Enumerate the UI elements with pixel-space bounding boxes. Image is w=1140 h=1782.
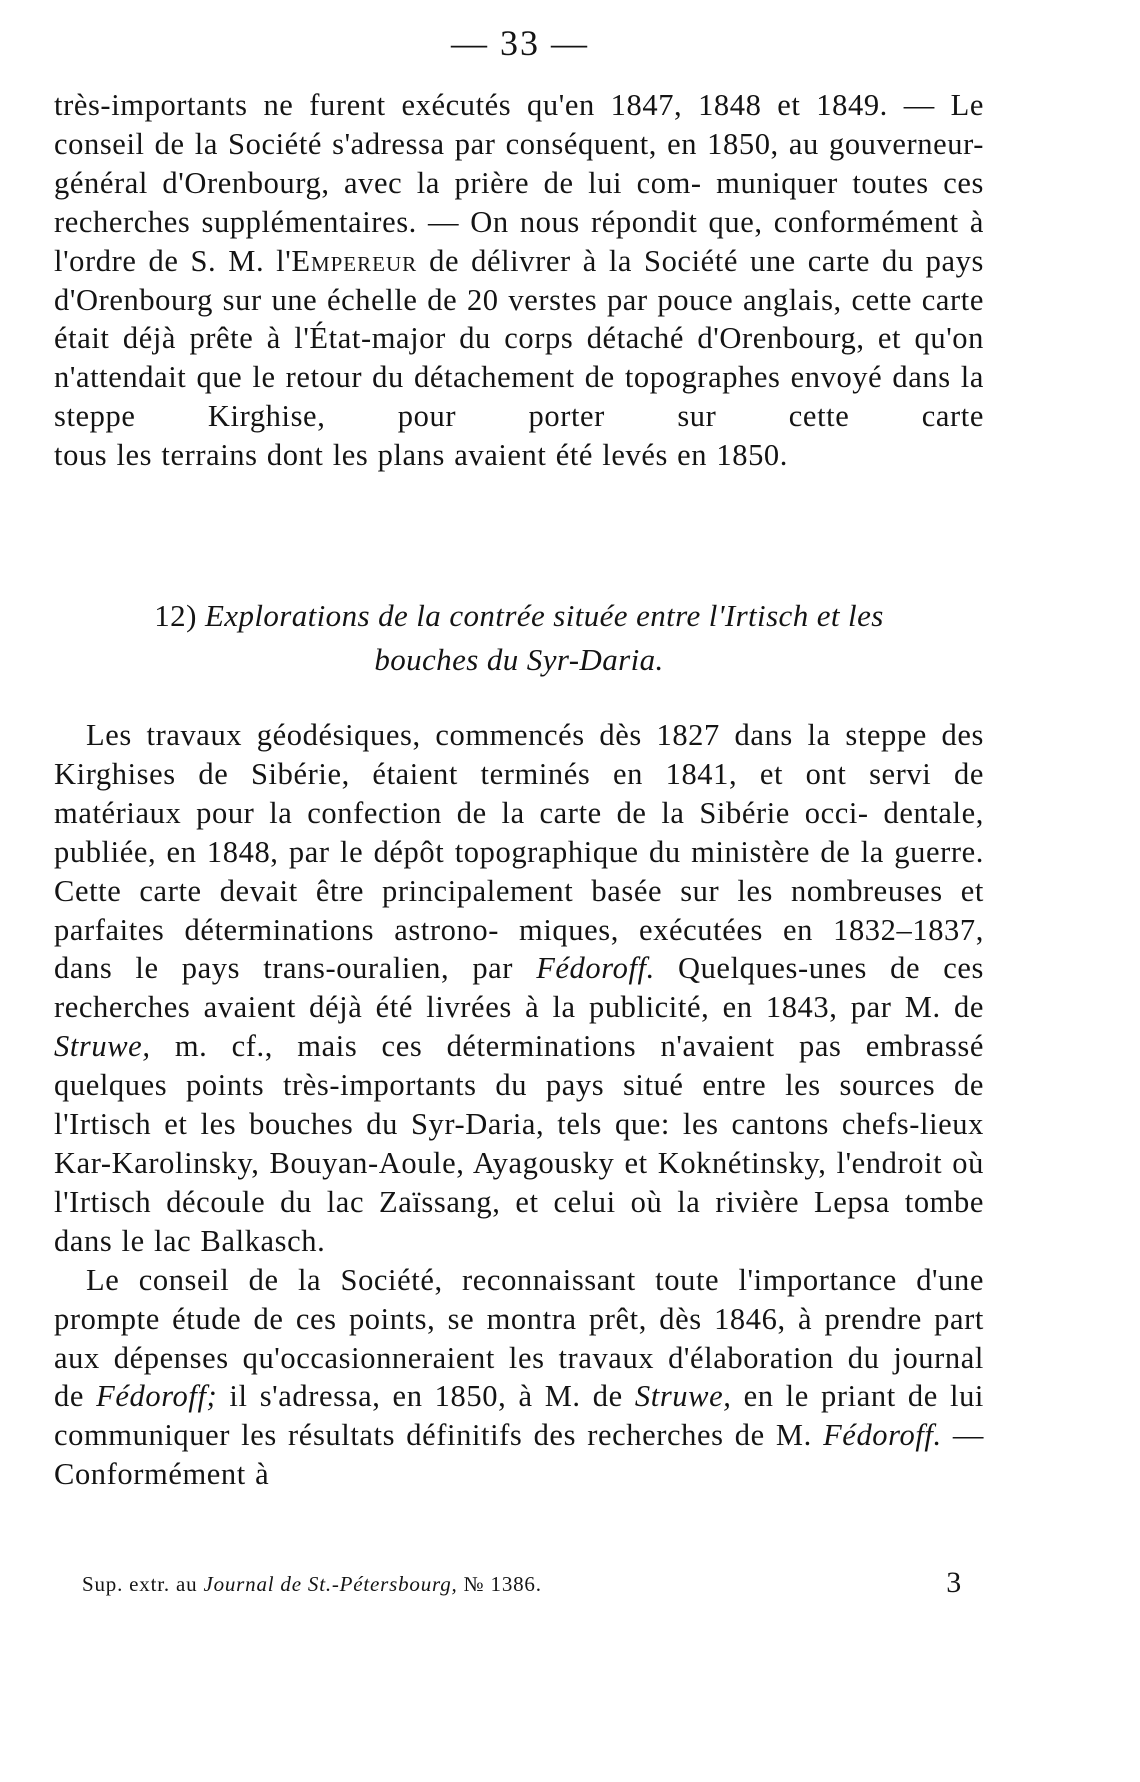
text-line: à prendre part aux dépenses qu'occasionneraient les travaux — [54, 1301, 984, 1375]
paragraph — [54, 1261, 984, 1494]
text-line: de délivrer à la Société une carte du pays d'Orenbourg sur — [54, 243, 984, 317]
text-line: les bouches du Syr-Daria, tels que: les cantons chefs-lieux — [200, 1107, 985, 1142]
text-line: d'élaboration du journal de — [54, 1340, 984, 1414]
paragraph — [54, 86, 984, 475]
text-line: été livrées à la publicité, en 1843, par M. de — [375, 990, 984, 1025]
text-line: très-importants du pays situé entre les sources de l'Irtisch et — [54, 1068, 984, 1142]
paragraph — [54, 716, 984, 1261]
italic-name: Struwe, — [634, 1379, 732, 1414]
text-line: rivière Lepsa tombe dans le lac Balkasch. — [54, 1184, 984, 1258]
text-line: de matériaux pour la confection de la carte de la Sibérie occi- — [54, 756, 984, 830]
heading-line-1 — [54, 594, 984, 638]
text-line: déjà prête à l'État-major du corps détaché d'Orenbourg, et — [122, 321, 902, 356]
text-line: — Conformément à — [54, 1418, 985, 1492]
text-line: mais ces déterminations n'avaient pas embrassé quelques points — [54, 1029, 984, 1103]
text-line: à M. de — [518, 1379, 635, 1414]
text-line: des Kirghises de Sibérie, étaient terminés en 1841, et ont servi — [54, 718, 984, 791]
text-line: définitifs des recherches de M. — [406, 1418, 824, 1453]
heading-line-2: bouches du Syr-Daria. — [374, 642, 664, 677]
footer-issue: № 1386. — [457, 1572, 542, 1596]
text-line: très-importants ne furent exécutés qu'en 1847, 1848 et 1849. — — [54, 88, 935, 122]
text-line: répondit que, conformément à l'ordre de S. M. l' — [54, 204, 984, 278]
text-line: tous les terrains dont les plans avaient été levés en 1850. — [54, 438, 789, 473]
footer-text: Sup. extr. au — [82, 1572, 204, 1596]
italic-name: Fédoroff. — [823, 1418, 942, 1453]
text-line: Quelques-unes de ces recherches avaient déjà — [54, 951, 984, 1025]
page-number: — 33 — — [451, 23, 589, 63]
page-footer — [82, 1566, 962, 1599]
text-line: Les travaux géodésiques, commencés dès 1827 dans la steppe — [86, 718, 927, 752]
text-line: d'une prompte étude de ces points, se montra prêt, dès 1846, — [54, 1262, 984, 1336]
text-line: Kar-Karolinsky, Bouyan-Aoule, Ayagousky et Koknétinsky, — [54, 1145, 827, 1180]
italic-name: Fédoroff. — [536, 951, 655, 986]
text-line: en le priant de lui communiquer les résultats — [54, 1379, 984, 1453]
text-line: envoyé dans la steppe Kirghise, pour porter sur cette carte — [54, 360, 984, 434]
footer-journal-title: Journal de St.-Pétersbourg, — [203, 1572, 458, 1596]
text-line: une échelle de 20 verstes par pouce anglais, cette carte était — [54, 282, 984, 356]
section-heading — [54, 594, 984, 682]
text-line: basée sur les nombreuses et parfaites déterminations astrono- — [54, 873, 985, 947]
text-line: au gouverneur-général d'Orenbourg, avec la prière de lui com- — [54, 126, 985, 200]
text-line: il s'adressa, en 1850, — [217, 1379, 507, 1414]
small-caps-text: Empereur — [291, 243, 418, 278]
body-text — [54, 716, 984, 1494]
text-line: m. cf., — [150, 1029, 273, 1064]
text-line: Le conseil de la Société, reconnaissant toute l'importance — [86, 1262, 897, 1297]
text-line: muniquer toutes ces recherches supplémentaires. — On nous — [54, 165, 984, 239]
text-line: par — [472, 951, 537, 986]
text-line: miques, exécutées en 1832–1837, dans le pays trans-ouralien, — [54, 912, 984, 986]
paragraph-continuation — [54, 86, 984, 475]
italic-name: Fédoroff; — [96, 1379, 218, 1414]
signature-mark: 3 — [946, 1566, 962, 1599]
text-line: l'endroit où l'Irtisch découle du lac Zaïssang, et celui où la — [54, 1145, 985, 1219]
italic-name: Struwe, — [54, 1029, 151, 1064]
text-line: dentale, publiée, en 1848, par le dépôt topographique du — [54, 795, 984, 869]
text-line: ministère de la guerre. Cette carte devait être principalement — [54, 834, 985, 908]
section-number: 12) — [154, 598, 197, 633]
heading-title-part: Explorations de la contrée située entre l'Irtisch et les — [204, 598, 884, 633]
text-line: qu'on n'attendait que le retour du détachement de topographes — [54, 321, 984, 395]
text-line: Le conseil de la Société s'adressa par conséquent, en 1850, — [54, 88, 984, 161]
